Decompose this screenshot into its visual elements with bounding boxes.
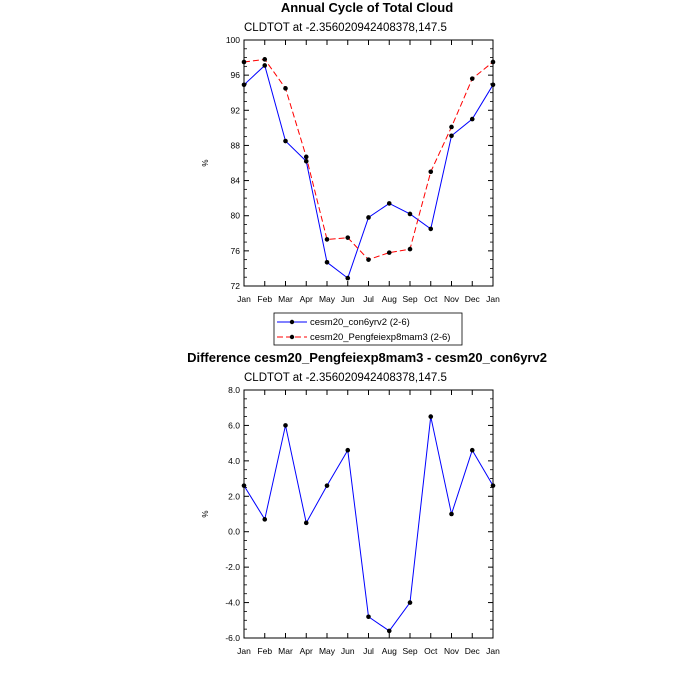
data-point <box>470 117 475 122</box>
y-tick-label: 0.0 <box>228 526 240 537</box>
data-point <box>449 133 454 138</box>
data-point <box>325 237 330 242</box>
chart-subtitle: CLDTOT at -2.356020942408378,147.5 <box>244 22 447 34</box>
data-point <box>304 155 309 160</box>
y-tick-label: 4.0 <box>228 455 240 466</box>
plot-frame <box>244 390 493 638</box>
x-tick-label: May <box>318 294 336 304</box>
data-point <box>345 276 350 281</box>
x-tick-label: Sep <box>402 646 418 656</box>
data-point <box>408 600 413 605</box>
y-tick-label: -2.0 <box>225 562 240 573</box>
y-tick-label: 80 <box>230 210 240 221</box>
y-tick-label: 72 <box>230 281 240 291</box>
data-point <box>325 483 330 488</box>
x-tick-label: Mar <box>278 646 293 656</box>
legend-label-series-2: cesm20_Pengfeiexp8mam3 (2-6) <box>310 332 451 343</box>
x-tick-label: Jan <box>486 646 500 656</box>
data-point <box>283 139 288 144</box>
data-point <box>366 215 371 220</box>
y-tick-label: 96 <box>230 70 240 81</box>
x-tick-label: Jan <box>237 294 251 304</box>
y-tick-label: 76 <box>230 245 240 256</box>
y-tick-label: 8.0 <box>228 385 240 395</box>
x-tick-label: Jul <box>363 646 374 656</box>
series-lines <box>244 59 493 278</box>
y-axis-label: % <box>201 510 210 518</box>
data-point <box>262 57 267 62</box>
data-point <box>366 614 371 619</box>
plot-frame <box>244 40 493 286</box>
y-tick-labels <box>225 385 240 643</box>
x-tick-label: Dec <box>464 294 480 304</box>
data-point <box>408 212 413 217</box>
series-points <box>242 57 496 280</box>
x-tick-label: Apr <box>299 294 313 304</box>
x-tick-label: Dec <box>464 646 480 656</box>
tick-marks <box>244 40 493 286</box>
series-line-2 <box>244 59 493 259</box>
data-point <box>449 125 454 130</box>
x-tick-label: Aug <box>381 294 397 304</box>
x-tick-label: Nov <box>443 646 460 656</box>
y-tick-label: 100 <box>225 35 240 45</box>
x-tick-label: Oct <box>424 646 438 656</box>
data-point <box>366 257 371 262</box>
data-point <box>428 169 433 174</box>
x-tick-labels <box>237 294 500 304</box>
y-tick-label: 84 <box>230 175 240 186</box>
data-point <box>345 448 350 453</box>
x-tick-label: Jul <box>363 294 374 304</box>
data-point <box>449 512 454 517</box>
x-tick-label: Feb <box>257 646 273 656</box>
x-tick-label: Aug <box>381 646 397 656</box>
y-tick-label: -4.0 <box>225 597 240 608</box>
chart-subtitle: CLDTOT at -2.356020942408378,147.5 <box>244 372 447 384</box>
chart-title: Difference cesm20_Pengfeiexp8mam3 - cesm20_con6yrv2 <box>187 350 547 365</box>
data-point <box>262 63 267 68</box>
data-point <box>304 159 309 164</box>
series-points <box>242 414 496 633</box>
difference-panel <box>187 350 547 656</box>
data-point <box>262 517 267 522</box>
legend-marker-series-2 <box>290 335 294 339</box>
data-point <box>325 260 330 265</box>
data-point <box>428 414 433 419</box>
x-tick-label: Jun <box>340 294 355 304</box>
series-line-1 <box>244 417 493 631</box>
y-tick-label: 6.0 <box>228 420 240 431</box>
data-point <box>345 235 350 240</box>
y-tick-label: 88 <box>230 140 240 151</box>
x-tick-label: Jan <box>237 646 251 656</box>
tick-marks <box>244 390 493 638</box>
x-tick-label: Feb <box>257 294 273 304</box>
legend-marker-series-1 <box>290 320 294 324</box>
legend-label-series-1: cesm20_con6yrv2 (2-6) <box>310 317 410 328</box>
y-tick-label: 92 <box>230 105 240 116</box>
series-lines <box>244 417 493 631</box>
x-tick-labels <box>237 646 500 656</box>
chart-title: Annual Cycle of Total Cloud <box>280 0 454 15</box>
data-point <box>283 86 288 91</box>
data-point <box>387 250 392 255</box>
y-tick-label: -6.0 <box>225 633 240 643</box>
series-line-1 <box>244 65 493 278</box>
x-tick-label: Jan <box>486 294 500 304</box>
x-tick-label: Mar <box>278 294 293 304</box>
y-axis-label: % <box>201 159 210 167</box>
legend <box>274 313 462 345</box>
x-tick-label: Jun <box>340 646 355 656</box>
data-point <box>283 423 288 428</box>
x-tick-label: Nov <box>443 294 460 304</box>
data-point <box>428 227 433 232</box>
x-tick-label: Oct <box>424 294 438 304</box>
data-point <box>470 76 475 81</box>
x-tick-label: Sep <box>402 294 418 304</box>
data-point <box>304 521 309 526</box>
annual-cycle-panel <box>201 0 500 304</box>
data-point <box>387 629 392 634</box>
data-point <box>470 448 475 453</box>
data-point <box>408 247 413 252</box>
x-tick-label: Apr <box>299 646 313 656</box>
x-tick-label: May <box>318 646 336 656</box>
data-point <box>387 201 392 206</box>
y-tick-label: 2.0 <box>228 491 240 502</box>
y-tick-labels <box>226 35 240 291</box>
